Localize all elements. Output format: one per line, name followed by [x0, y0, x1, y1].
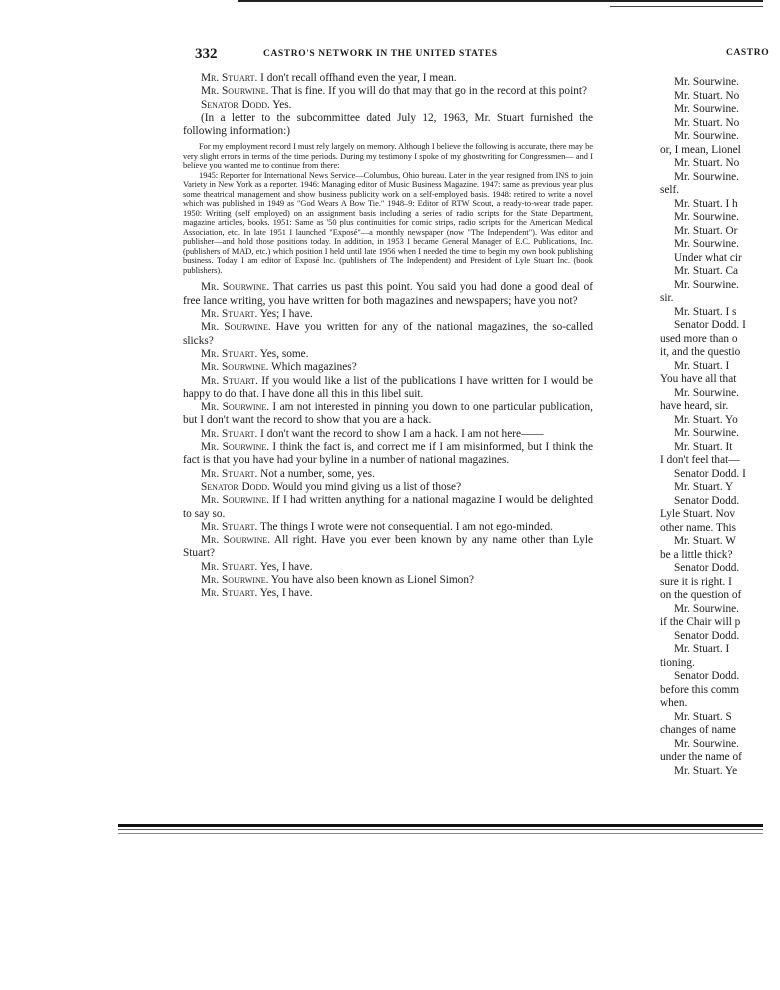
running-title-facing-page: CASTRO [726, 48, 770, 58]
speaker-name: Mr. Sourwine. [201, 401, 270, 414]
facing-page-line: Mr. Sourwine. [674, 211, 739, 223]
facing-page-line: Senator Dodd. [674, 494, 740, 507]
speaker-name: Mr. Sourwine. [201, 85, 269, 98]
facing-page-line: be a little thick? [660, 548, 733, 561]
facing-page-line: Senator Dodd. I [674, 319, 746, 331]
statement-text: The things I wrote were not consequential. I am not ego-minded. [257, 520, 553, 533]
facing-page-line: Mr. Stuart. No [674, 89, 740, 102]
facing-page-line: used more than o [660, 332, 738, 345]
facing-page-line: Mr. Sourwine. [674, 386, 739, 399]
statement-text: I don't want the record to show I am a hack. I am not here—— [257, 427, 544, 440]
facing-page-line: Mr. Sourwine. [674, 130, 739, 142]
facing-page-line: Mr. Stuart. I h [674, 197, 738, 210]
facing-page-line: on the question of [660, 589, 742, 601]
facing-page-line: changes of name [660, 724, 736, 736]
statement-text: You have also been known as Lionel Simon? [268, 574, 474, 587]
statement-text: All right. Have you ever been known by any name other than Lyle Stuart? [183, 534, 593, 560]
speaker-name: Senator Dodd. [201, 480, 270, 493]
statement-text: Have you written for any of the national magazines, the so-called slicks? [183, 321, 593, 347]
facing-page-line: You have all that [660, 373, 737, 385]
facing-page-line: other name. This [660, 521, 737, 534]
testimony-paragraph [183, 561, 593, 574]
testimony-paragraph [183, 481, 593, 494]
facing-page-line: Mr. Stuart. I [674, 359, 730, 372]
speaker-name: Mr. Stuart. [201, 347, 258, 360]
testimony-paragraph [183, 72, 593, 85]
facing-page-line: sure it is right. I [660, 575, 732, 588]
facing-page-line: under the name of [660, 751, 742, 763]
letter-paragraph: For my employment record I must rely largely on memory. Although I believe the following is accurate, there may be very slight errors in terms of the time periods. During my testimony I spoke of my ghostwriting for Congressmen— and I believe you wanted me to continue from there: [183, 142, 593, 171]
facing-page-line: Mr. Stuart. W [674, 535, 736, 547]
facing-page-line: Senator Dodd. [674, 670, 740, 682]
facing-page-line: if the Chair will p [660, 616, 741, 628]
speaker-name: Mr. Stuart. [201, 427, 258, 440]
testimony-paragraph [183, 348, 593, 361]
facing-page-line: have heard, sir. [660, 400, 729, 412]
testimony-paragraph [183, 321, 593, 348]
speaker-name: Mr. Sourwine. [201, 494, 269, 507]
speaker-name: Mr. Sourwine. [201, 441, 270, 454]
speaker-name: Mr. Stuart. [201, 467, 258, 480]
facing-page-line: Senator Dodd. [674, 562, 740, 574]
facing-page-line: Mr. Stuart. S [674, 710, 732, 723]
facing-page-line: Mr. Sourwine. [674, 278, 739, 291]
speaker-name: Mr. Stuart. [201, 308, 258, 321]
facing-page-line: Mr. Stuart. It [674, 440, 733, 453]
statement-text: Yes, I have. [257, 560, 313, 573]
facing-page-line: Mr. Sourwine. [674, 170, 739, 183]
testimony-paragraph [183, 308, 593, 321]
facing-page-line: Mr. Stuart. Or [674, 224, 738, 237]
facing-page-line: tioning. [660, 656, 695, 669]
statement-text: That is fine. If you will do that may that go in the record at this point? [268, 85, 588, 98]
testimony-paragraph [183, 494, 593, 521]
facing-page-line: Mr. Sourwine. [674, 103, 739, 115]
facing-page-line: or, I mean, Lionel [660, 143, 741, 156]
facing-page-line: it, and the questio [660, 346, 741, 358]
testimony-paragraph [183, 281, 593, 308]
statement-text: Yes, I have. [257, 587, 313, 600]
statement-text: I think the fact is, and correct me if I am misinformed, but I think the fact is that you have had your byline in a number of national magazines. [183, 441, 593, 467]
statement-text: If I had written anything for a national magazine I would be delighted to say so. [183, 494, 593, 520]
bottom-scan-rule-thin [118, 829, 763, 830]
statement-text: Yes. [269, 98, 292, 111]
facing-page-line: before this comm [660, 683, 740, 696]
speaker-name: Senator Dodd. [201, 98, 270, 111]
statement-text: Yes; I have. [257, 308, 313, 321]
testimony-paragraph [183, 587, 593, 600]
statement-text: That carries us past this point. You said you had done a good deal of free lance writing, you have written for both magazines and newspapers; have you not? [183, 281, 593, 307]
facing-page-line: Mr. Stuart. Y [674, 481, 734, 493]
facing-page-line: Senator Dodd. I [674, 467, 746, 480]
facing-page-line: Senator Dodd. [674, 629, 740, 642]
speaker-name: Mr. Sourwine. [201, 574, 269, 587]
speaker-name: Mr. Sourwine. [201, 534, 271, 547]
testimony-paragraph [183, 534, 593, 561]
speaker-name: Mr. Stuart. [201, 560, 258, 573]
facing-page-line: Mr. Stuart. No [674, 157, 740, 169]
statement-text: Yes, some. [257, 347, 309, 360]
facing-page-line: sir. [660, 292, 674, 304]
statement-text: Which magazines? [268, 361, 357, 374]
statement-text: I don't recall offhand even the year, I mean. [257, 72, 457, 84]
testimony-paragraph [183, 428, 593, 441]
facing-page-line: I don't feel that— [660, 454, 740, 466]
testimony-paragraph [183, 361, 593, 374]
facing-page-line: Under what cir [674, 251, 742, 264]
page-number: 332 [195, 46, 218, 62]
testimony-paragraph [183, 468, 593, 481]
letter-paragraph: 1945: Reporter for International News Service—Columbus, Ohio bureau. Later in the year resigned from INS to join Variety in New York as a reporter. 1946: Managing editor of Music Business Magazine. 1947: same as previous year plus some theatrical management and show business publicity work on a self-employed basis. 1948: retired to write a novel which was published in 1949 as "God Wears A Bow Tie." 1948–9: Editor of RTW Scout, a ready-to-wear trade paper. 1950: Writing (self employed) on an assignment basis including a series of radio scripts for the State Department, magazine articles, books. 1951: Same as '50 plus continuities for comic strips, radio scripts for the American Medical Association, etc. In late 1951 I launched "Exposé"—a monthly newspaper (now "The Independent"). Was editor and publisher—and hold those positions today. In addition, in 1953 I became General Manager of E.C. Publications, Inc. (publishers of MAD, etc.) which position I held until late 1956 when I needed the time to begin my own book publishing business. Today I am editor of Exposé Inc. (publishers of The Independent) and President of Lyle Stuart Inc. (book publishers). [183, 170, 593, 275]
facing-page-line: Mr. Stuart. No [674, 116, 740, 129]
bottom-scan-rule [118, 824, 763, 827]
right-column-text [660, 76, 780, 778]
facing-page-line: Mr. Sourwine. [674, 238, 739, 250]
left-column-text [183, 72, 593, 601]
employment-letter-excerpt [183, 142, 593, 275]
testimony-paragraph [183, 85, 593, 98]
facing-page-line: Lyle Stuart. Nov [660, 508, 735, 520]
speaker-name: Mr. Stuart. [201, 520, 258, 533]
statement-text: Not a number, some, yes. [257, 467, 375, 480]
speaker-name: Mr. Sourwine. [201, 321, 271, 334]
editorial-note [183, 112, 593, 139]
testimony-paragraph [183, 99, 593, 112]
statement-text: Would you mind giving us a list of those? [269, 480, 462, 493]
testimony-paragraph [183, 521, 593, 534]
speaker-name: Mr. Stuart. [201, 587, 258, 600]
facing-page-line: Mr. Stuart. Ca [674, 265, 739, 277]
page-header [195, 46, 615, 66]
facing-page-line: Mr. Stuart. Ye [674, 764, 738, 777]
facing-page-line: Mr. Stuart. I [674, 643, 730, 655]
facing-page-line: when. [660, 697, 688, 709]
facing-page-line: Mr. Stuart. Yo [674, 413, 738, 426]
speaker-name: Mr. Stuart. [201, 72, 258, 84]
testimony-paragraph [183, 375, 593, 402]
facing-page-line: Mr. Sourwine. [674, 427, 739, 439]
top-edge-rule-secondary [610, 6, 763, 7]
speaker-name: Mr. Sourwine. [201, 361, 269, 374]
speaker-name: Mr. Sourwine. [201, 281, 270, 294]
statement-text: If you would like a list of the publications I have written for I would be happy to do that. I have done all this in this libel suit. [183, 374, 593, 400]
bottom-scan-rule-faint [118, 833, 763, 834]
running-title: CASTRO'S NETWORK IN THE UNITED STATES [263, 49, 498, 59]
statement-text: I am not interested in pinning you down to one particular publication, but I don't want the record to show that you are a hack. [183, 401, 593, 427]
top-edge-rule [238, 0, 763, 2]
statement-text: (In a letter to the subcommittee dated July 12, 1963, Mr. Stuart furnished the following information:) [183, 111, 593, 138]
testimony-paragraph [183, 441, 593, 468]
testimony-paragraph [183, 574, 593, 587]
facing-page-line: Mr. Sourwine. [674, 76, 739, 88]
facing-page-line: Mr. Stuart. I s [674, 305, 737, 318]
testimony-paragraph [183, 401, 593, 428]
speaker-name: Mr. Stuart. [201, 374, 258, 387]
facing-page-line: Mr. Sourwine. [674, 737, 739, 750]
facing-page-line: self. [660, 184, 680, 196]
facing-page-line: Mr. Sourwine. [674, 602, 739, 615]
